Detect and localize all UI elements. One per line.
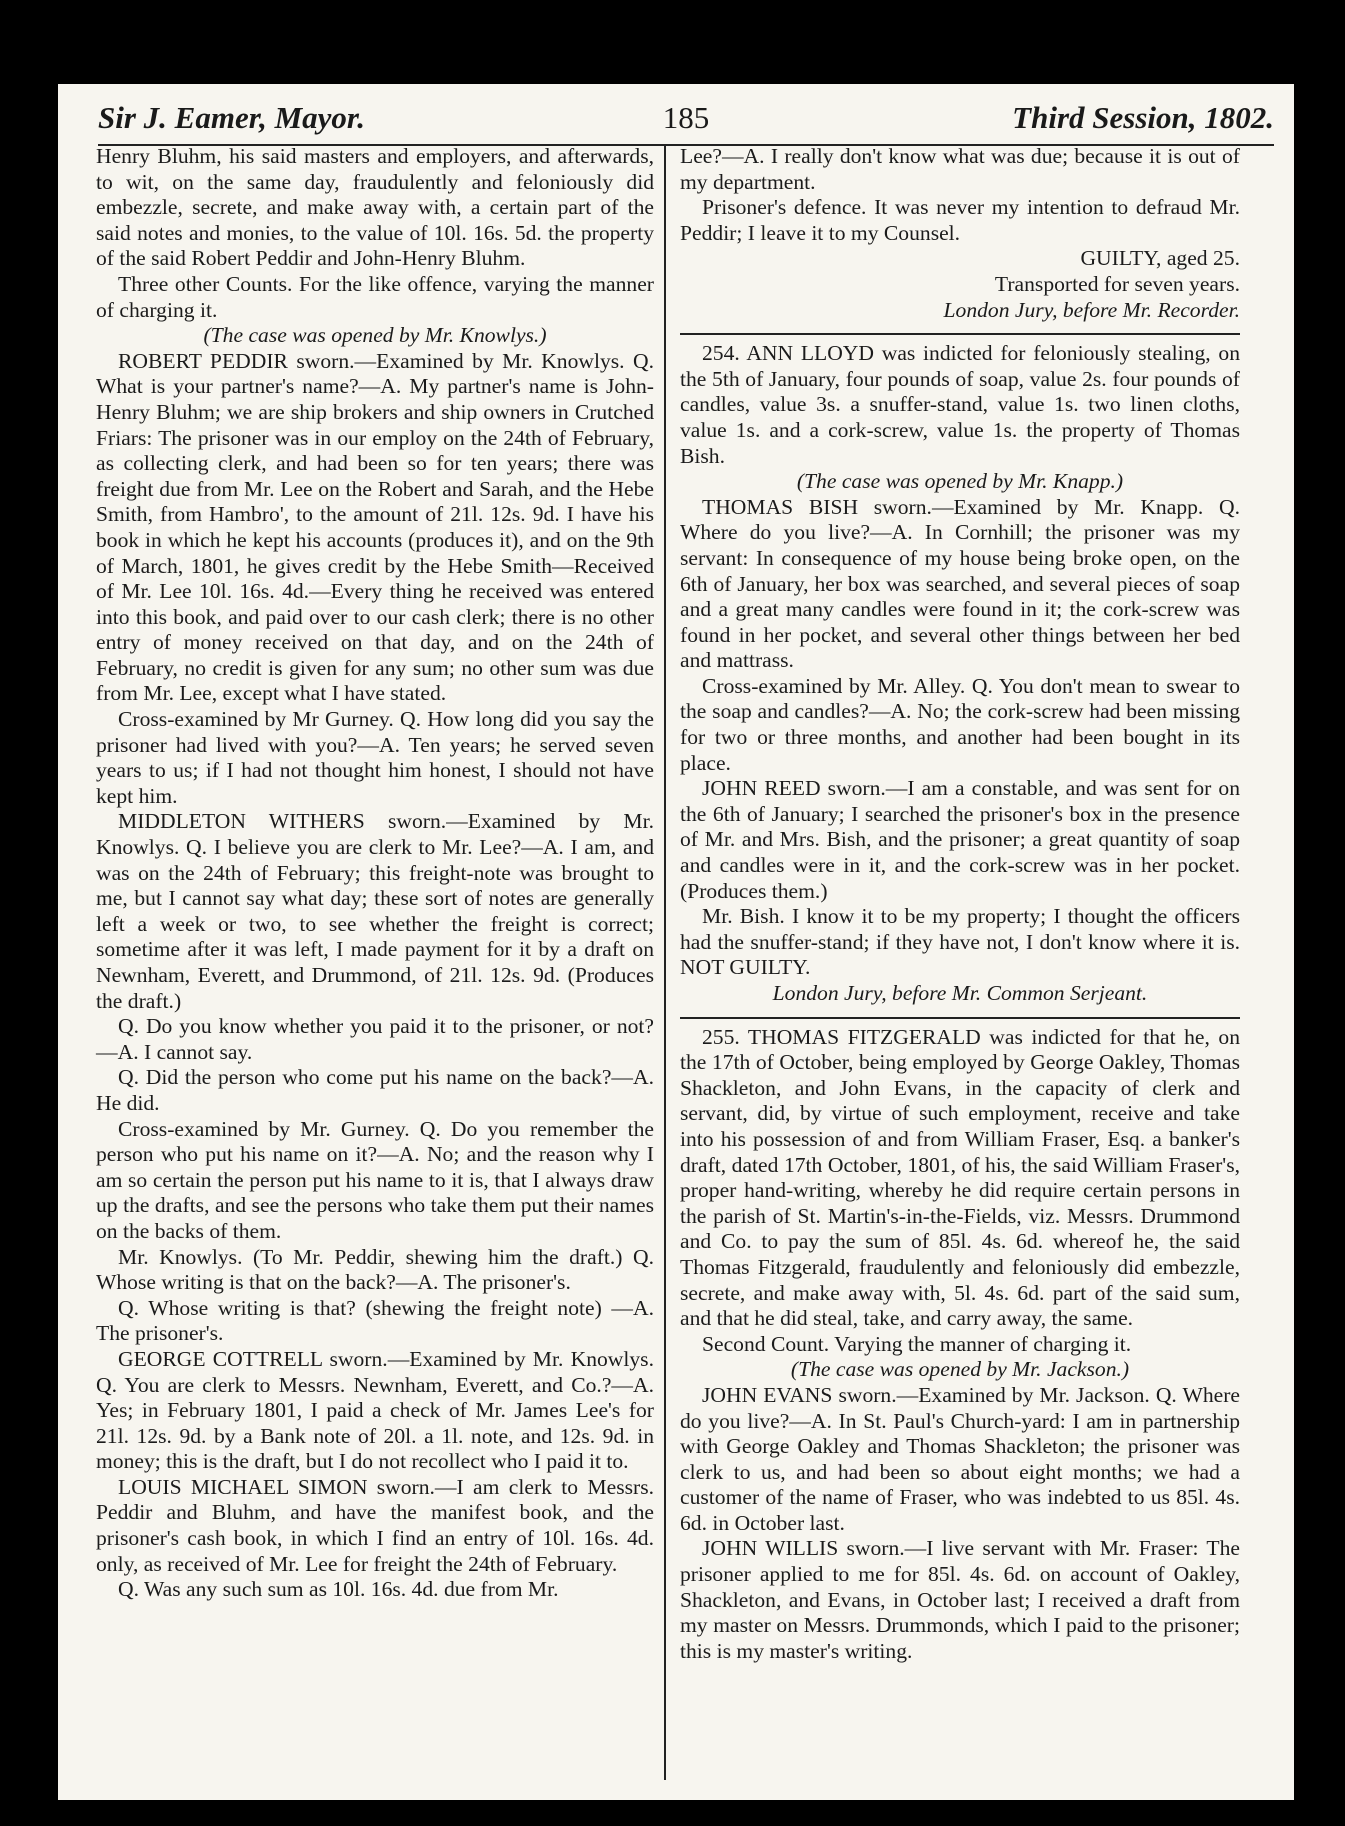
paragraph: Prisoner's defence. It was never my intention to defraud Mr. Peddir; I leave it to my Counsel.: [680, 195, 1240, 245]
paragraph: London Jury, before Mr. Recorder.: [943, 297, 1240, 322]
paragraph: Cross-examined by Mr. Alley. Q. You don't mean to swear to the soap and candles?—A. No; the cork-screw had been missing for two or three months, and another had been bought in its place.: [680, 673, 1240, 775]
paragraph: Cross-examined by Mr. Gurney. Q. Do you remember the person who put his name on it?—A. No; and the reason why I am so certain the person put his name to it is, that I always draw up the drafts, and see the persons who take them put their names on the backs of them.: [96, 1116, 654, 1243]
paragraph: Cross-examined by Mr Gurney. Q. How long did you say the prisoner had lived with you?—A. Ten years; he served seven years to us; if I had not thought him honest, I should not have kept him.: [96, 707, 654, 808]
paragraph: GEORGE COTTRELL sworn.—Examined by Mr. Knowlys. Q. You are clerk to Messrs. Newnham, Everett, and Co.?—A. Yes; in February 1801, I paid a check of Mr. James Lee's for 21l. 12s. 9d. by a Bank note of 20l. a 1l. note, and 12s. 9d. in money; this is the draft, but I do not recollect who I paid it to.: [96, 1346, 654, 1474]
paragraph: THOMAS BISH sworn.—Examined by Mr. Knapp. Q. Where do you live?—A. In Cornhill; the prisoner was my servant: In consequence of my house being broke open, on the 6th of January, her box was searched, and several pieces of soap and a great many candles were found in it; the cork-screw was found in her pocket, and several other things between her bed and mattrass.: [680, 494, 1240, 673]
page-header: [98, 98, 1274, 146]
paragraph: JOHN WILLIS sworn.—I live servant with Mr. Fraser: The prisoner applied to me for 85l. 4s. 6d. on account of Oakley, Shackleton, and Evans, in October last; I received a draft from my master on Messrs. Drummonds, which I paid to the prisoner; this is my master's writing.: [680, 1536, 1240, 1663]
running-head-left: Sir J. Eamer, Mayor.: [98, 100, 365, 135]
paragraph: Three other Counts. For the like offence, varying the manner of charging it.: [96, 271, 654, 322]
paragraph: (The case was opened by Mr. Knapp.): [796, 469, 1124, 494]
column-divider: [664, 146, 666, 1780]
running-head-right: Third Session, 1802.: [1012, 100, 1274, 135]
paragraph: Q. Do you know whether you paid it to the prisoner, or not?—A. I cannot say.: [96, 1014, 654, 1064]
paragraph: 254. ANN LLOYD was indicted for feloniously stealing, on the 5th of January, four pounds of soap, value 2s. four pounds of candles, value 3s. a snuffer-stand, value 1s. two linen cloths, value 1s. and a cork-screw, value 1s. the property of Thomas Bish.: [680, 341, 1240, 468]
paragraph: Henry Bluhm, his said masters and employers, and afterwards, to wit, on the same day, fraudulently and feloniously did embezzle, secrete, and make away with, a certain part of the said notes and monies, to the value of 10l. 16s. 5d. the property of the said Robert Peddir and John-Henry Bluhm.: [96, 144, 654, 271]
paragraph: ROBERT PEDDIR sworn.—Examined by Mr. Knowlys. Q. What is your partner's name?—A. My partner's name is John-Henry Bluhm; we are ship brokers and ship owners in Crutched Friars: The prisoner was in our employ on the 24th of February, as collecting clerk, and had been so for ten years; there was freight due from Mr. Lee on the Robert and Sarah, and the Hebe Smith, from Hambro', to the amount of 21l. 12s. 9d. I have his book in which he kept his accounts (produces it), and on the 9th of March, 1801, he gives credit by the Hebe Smith—Received of Mr. Lee 10l. 16s. 4d.—Every thing he received was entered into this book, and paid over to our cash clerk; there is no other entry of money received on that day, and on the 24th of February, no credit is given for any sum; no other sum was due from Mr. Lee, except what I have stated.: [96, 348, 654, 706]
page-number: 185: [662, 100, 710, 135]
paragraph: (The case was opened by Mr. Knowlys.): [203, 323, 547, 348]
paragraph: Q. Did the person who come put his name on the back?—A. He did.: [96, 1065, 654, 1115]
paragraph: Second Count. Varying the manner of charging it.: [702, 1331, 1132, 1356]
paragraph: MIDDLETON WITHERS sworn.—Examined by Mr. Knowlys. Q. I believe you are clerk to Mr. Lee?—A. I am, and was on the 24th of February; this freight-note was brought to me, but I cannot say what day; these sort of notes are generally left a week or two, to see whether the freight is correct; sometime after it was left, I made payment for it by a draft on Newnham, Everett, and Drummond, of 21l. 12s. 9d. (Produces the draft.): [96, 809, 654, 1013]
paragraph: London Jury, before Mr. Common Serjeant.: [772, 981, 1148, 1005]
paragraph: JOHN EVANS sworn.—Examined by Mr. Jackson. Q. Where do you live?—A. In St. Paul's Church-yard: I am in partnership with George Oakley and Thomas Shackleton; the prisoner was clerk to us, and had been so about eight months; we had a customer of the name of Fraser, who was indebted to us 85l. 4s. 6d. in October last.: [680, 1382, 1240, 1535]
section-rule: [680, 1017, 1240, 1019]
paragraph: Transported for seven years.: [994, 271, 1240, 296]
paragraph: 255. THOMAS FITZGERALD was indicted for that he, on the 17th of October, being employed by George Oakley, Thomas Shackleton, and John Evans, in the capacity of clerk and servant, did, by virtue of such employment, receive and take into his possession of and from William Fraser, Esq. a banker's draft, dated 17th October, 1801, of his, the said William Fraser's, proper hand-writing, whereby he did require certain persons in the parish of St. Martin's-in-the-Fields, viz. Messrs. Drummond and Co. to pay the sum of 85l. 4s. 6d. whereof he, the said Thomas Fitzgerald, fraudulently and feloniously did embezzle, secrete, and make away with, 5l. 4s. 6d. part of the said sum, and that he did steal, take, and carry away, the same.: [680, 1024, 1240, 1331]
left-column: [96, 144, 654, 1790]
paragraph: Q. Was any such sum as 10l. 16s. 4d. due from Mr.: [118, 1577, 559, 1602]
paragraph: Mr. Bish. I know it to be my property; I thought the officers had the snuffer-stand; if they have not, I don't know where it is. NOT GUILTY.: [680, 904, 1240, 980]
right-column: [680, 144, 1240, 1790]
paragraph: Mr. Knowlys. (To Mr. Peddir, shewing him the draft.) Q. Whose writing is that on the back?—A. The prisoner's.: [96, 1244, 654, 1295]
paragraph: JOHN REED sworn.—I am a constable, and was sent for on the 6th of January; I searched the prisoner's box in the presence of Mr. and Mrs. Bish, and the prisoner; a great quantity of soap and candles were in it, and the cork-screw was in her pocket. (Produces them.): [680, 776, 1240, 903]
paragraph: LOUIS MICHAEL SIMON sworn.—I am clerk to Messrs. Peddir and Bluhm, and have the manifest book, and the prisoner's cash book, in which I find an entry of 10l. 16s. 4d. only, as received of Mr. Lee for freight the 24th of February.: [96, 1474, 654, 1576]
document-page: [58, 84, 1294, 1800]
paragraph: Lee?—A. I really don't know what was due; because it is out of my department.: [680, 144, 1240, 194]
paragraph: Q. Whose writing is that? (shewing the freight note) —A. The prisoner's.: [96, 1295, 654, 1346]
section-rule: [680, 333, 1240, 335]
paragraph: GUILTY, aged 25.: [1080, 246, 1240, 271]
paragraph: (The case was opened by Mr. Jackson.): [790, 1357, 1130, 1382]
